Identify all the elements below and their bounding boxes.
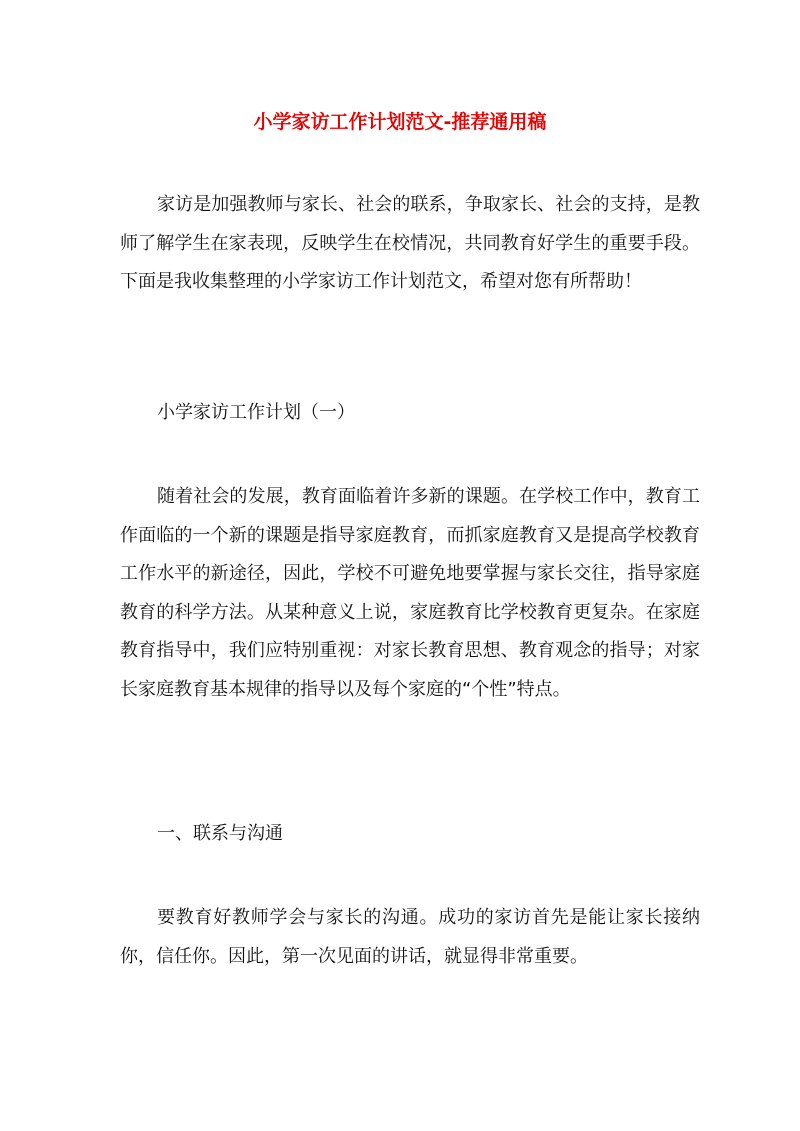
body-paragraph: 随着社会的发展，教育面临着许多新的课题。在学校工作中，教育工作面临的一个新的课题是指导家庭教育，而抓家庭教育又是提高学校教育工作水平的新途径，因此，学校不可避免地要掌握与家长交往，指导家庭教育的科学方法。从某种意义上说，家庭教育比学校教育更复杂。在家庭教育指导中，我们应特别重视：对家长教育思想、教育观念的指导；对家长家庭教育基本规律的指导以及每个家庭的“个性”特点。 [120, 486, 700, 700]
section-heading-plan-one: 小学家访工作计划（一） [157, 402, 355, 423]
intro-paragraph: 家访是加强教师与家长、社会的联系，争取家长、社会的支持，是教师了解学生在家表现，反映学生在校情况，共同教育好学生的重要手段。下面是我收集整理的小学家访工作计划范文，希望对您有所帮助！ [120, 194, 700, 292]
section-heading-contact: 一、联系与沟通 [157, 823, 283, 844]
body-paragraph-contact: 要教育好教师学会与家长的沟通。成功的家访首先是能让家长接纳你，信任你。因此，第一次见面的讲话，就显得非常重要。 [120, 907, 700, 967]
document-title: 小学家访工作计划范文-推荐通用稿 [253, 111, 547, 133]
